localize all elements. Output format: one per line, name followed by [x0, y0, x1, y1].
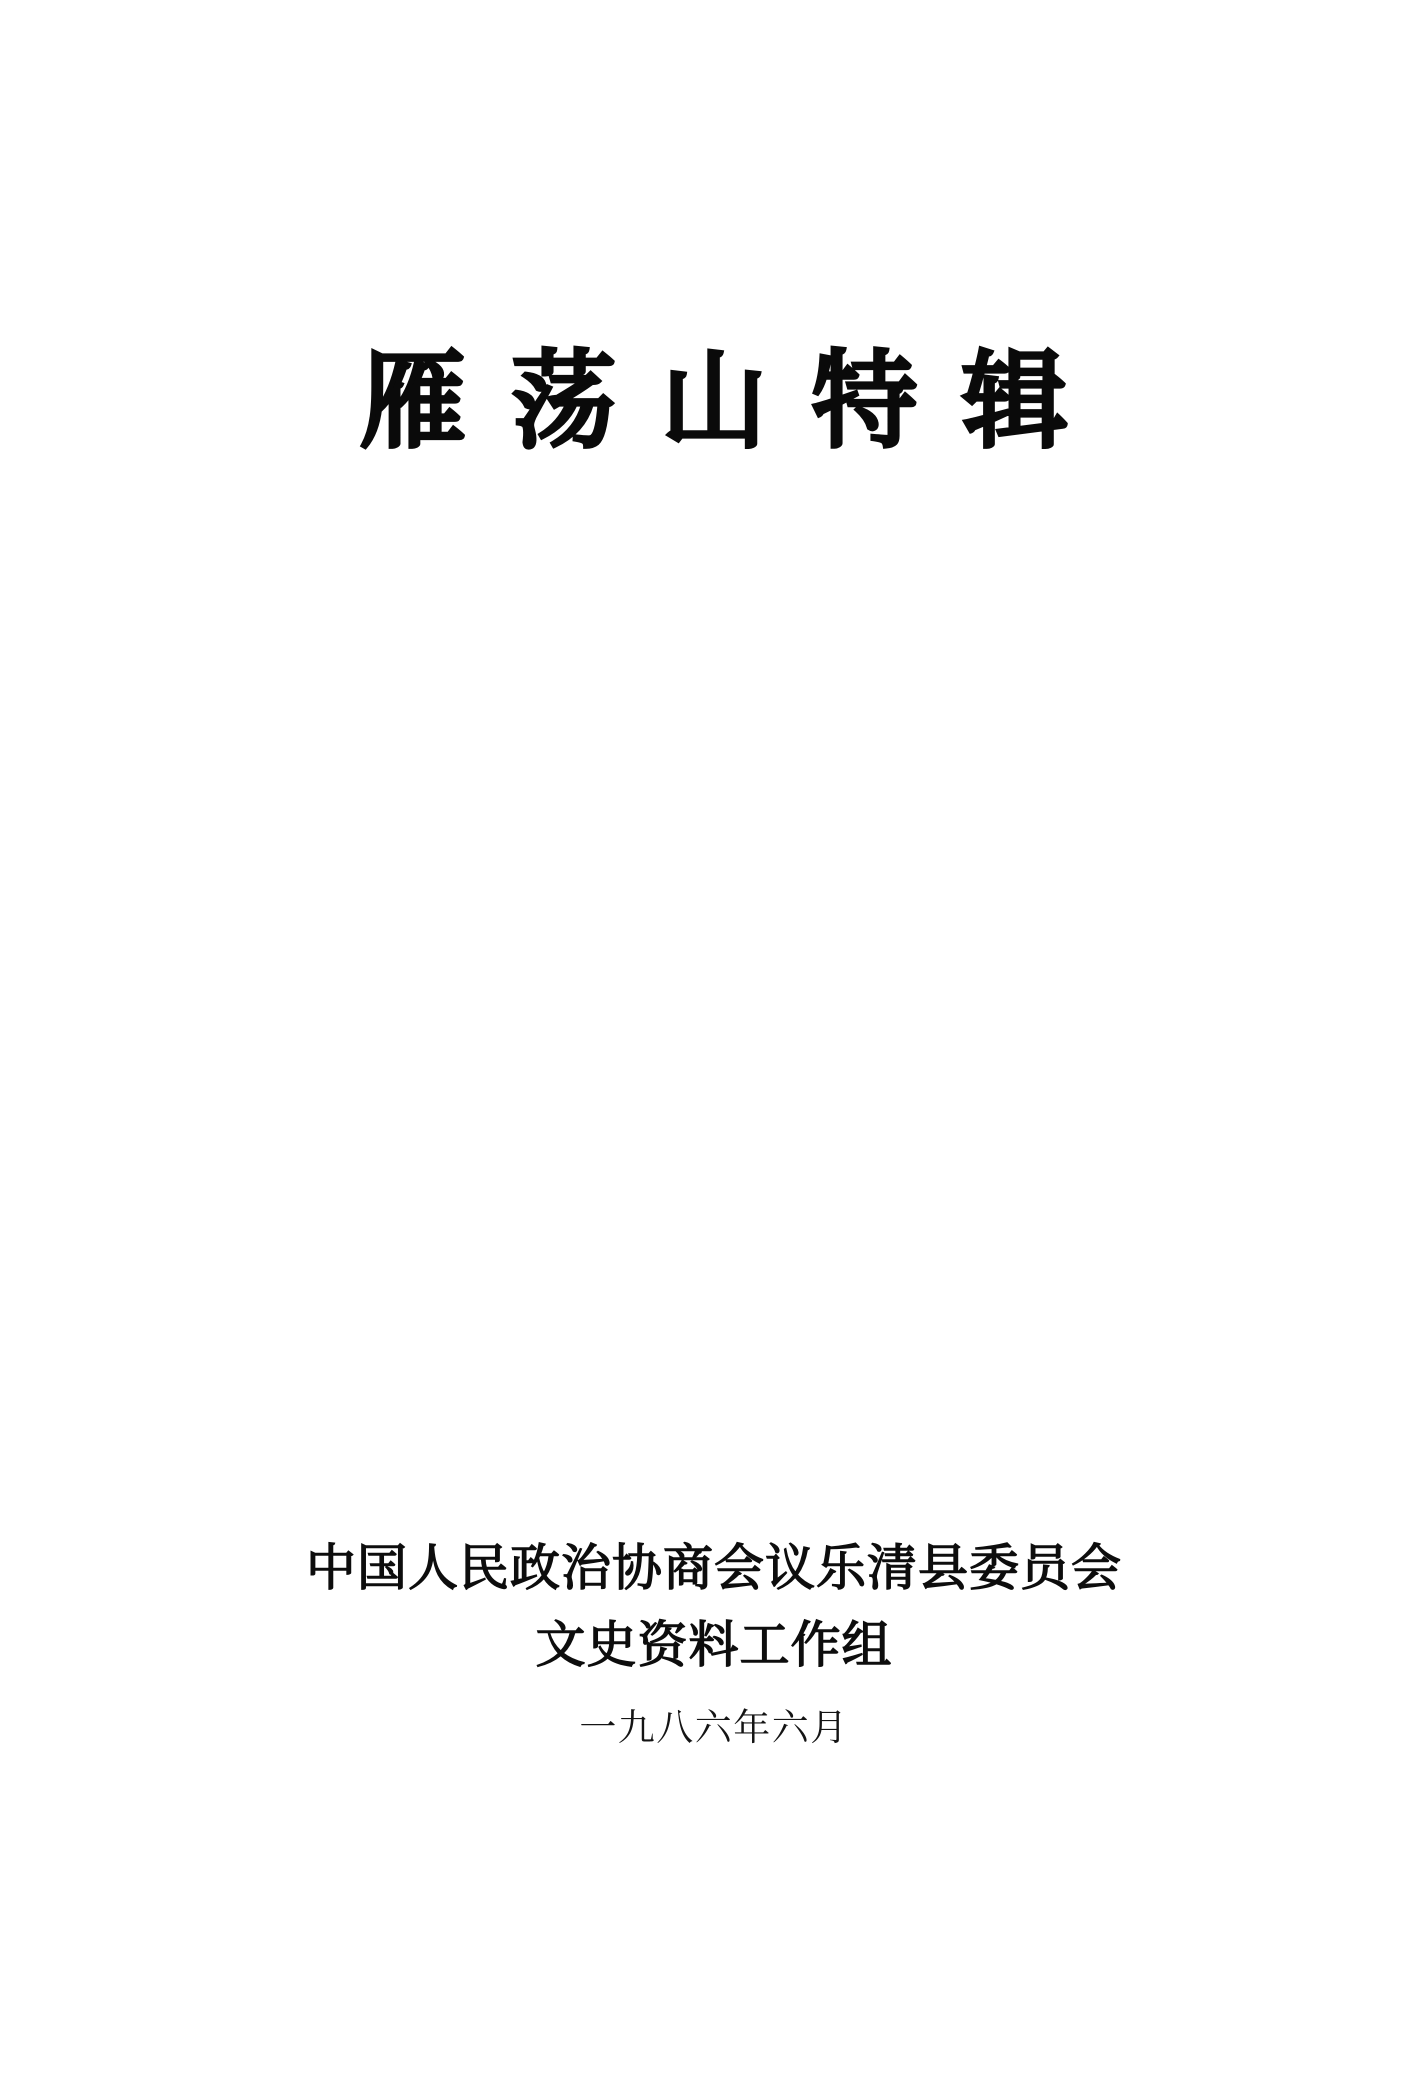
book-title: [0, 338, 1428, 465]
publisher-committee-line: 中国人民政治协商会议乐清县委员会: [306, 1538, 1122, 1597]
publisher-workgroup-line: 文史资料工作组: [535, 1615, 893, 1674]
book-title-text: 雁荡山特辑: [359, 340, 1113, 463]
publish-date: 一九八六年六月: [579, 1706, 849, 1749]
